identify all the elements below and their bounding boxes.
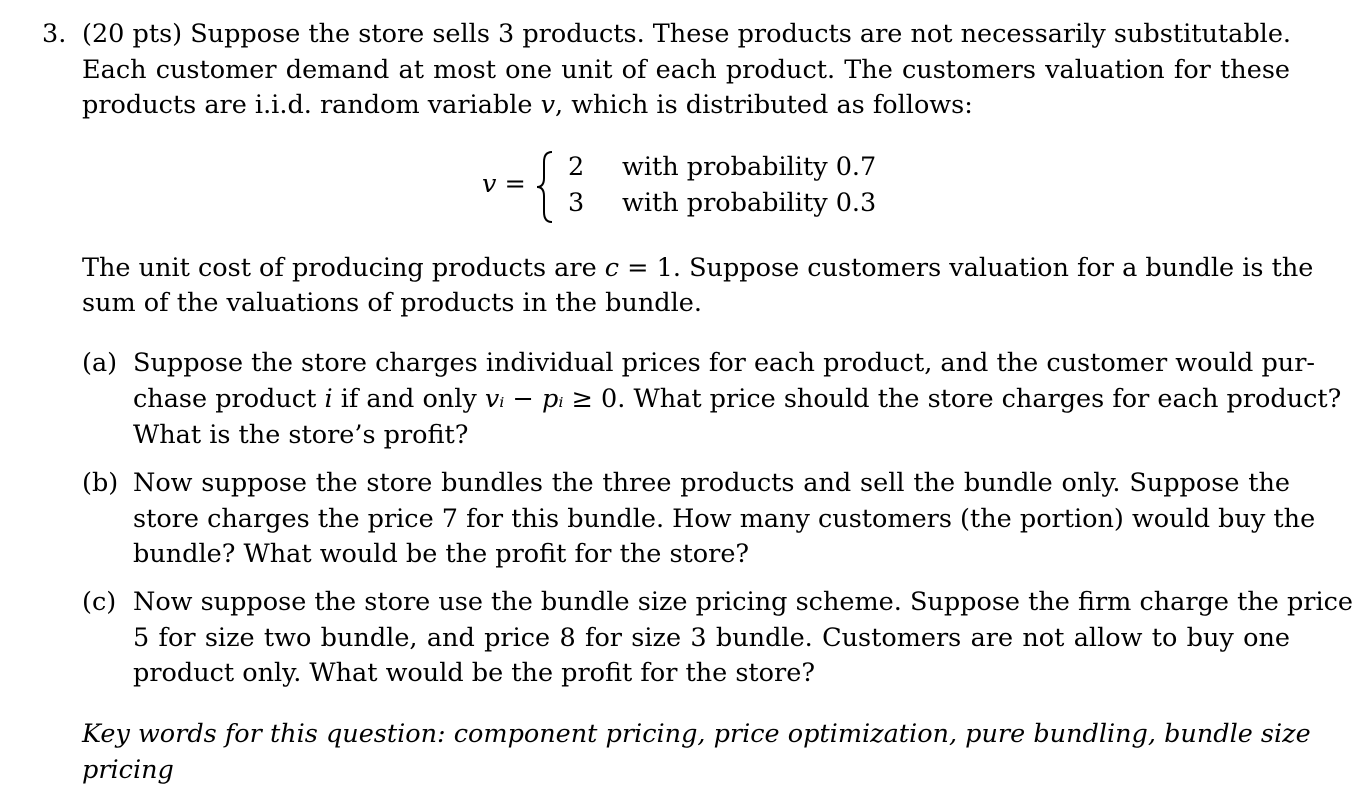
case-value-2: 3 (568, 188, 585, 218)
cost-line-2: sum of the valuations of products in the bundle. (82, 288, 702, 318)
intro-variable: v (540, 90, 555, 120)
left-brace-icon (535, 150, 557, 224)
cost-line-1: The unit cost of producing products are c = 1. Suppose customers valuation for a bundle is the (82, 253, 1314, 283)
part-a-label: (a) (82, 348, 118, 378)
case-condition-1: with probability 0.7 (622, 152, 877, 182)
part-c-line-3: product only. What would be the profit for the store? (133, 658, 815, 688)
case-value-1: 2 (568, 152, 585, 182)
part-c-label: (c) (82, 587, 117, 617)
intro-line-2: Each customer demand at most one unit of each product. The customers valuation for these (82, 55, 1290, 85)
part-b-line-1: Now suppose the store bundles the three products and sell the bundle only. Suppose the (133, 468, 1290, 498)
part-c-line-2: 5 for size two bundle, and price 8 for size 3 bundle. Customers are not allow to buy one (133, 623, 1290, 653)
intro-line-3: products are i.i.d. random variable v, which is distributed as follows: (82, 90, 973, 120)
cost-variable: c (604, 253, 620, 283)
question-number: 3. (42, 19, 67, 49)
equation-lhs: v = (482, 169, 526, 199)
part-b-line-3: bundle? What would be the profit for the store? (133, 539, 750, 569)
keywords-line-1: Key words for this question: component pricing, price optimization, pure bundling, bundle size (82, 719, 1311, 749)
part-a-line-2: chase product i if and only vᵢ − pᵢ ≥ 0. What price should the store charges for each product? (133, 384, 1342, 414)
part-a-line-3: What is the store’s profit? (133, 420, 469, 450)
product-index: i (324, 384, 333, 414)
part-a-line-1: Suppose the store charges individual prices for each product, and the customer would pur- (133, 348, 1316, 378)
purchase-condition: vᵢ − pᵢ (484, 384, 564, 414)
part-b-line-2: store charges the price 7 for this bundle. How many customers (the portion) would buy the (133, 504, 1316, 534)
part-c-line-1: Now suppose the store use the bundle size pricing scheme. Suppose the firm charge the price (133, 587, 1353, 617)
part-b-label: (b) (82, 468, 119, 498)
case-condition-2: with probability 0.3 (622, 188, 877, 218)
keywords-line-2: pricing (82, 755, 174, 785)
intro-line-1: (20 pts) Suppose the store sells 3 products. These products are not necessarily substitutable. (82, 19, 1292, 49)
